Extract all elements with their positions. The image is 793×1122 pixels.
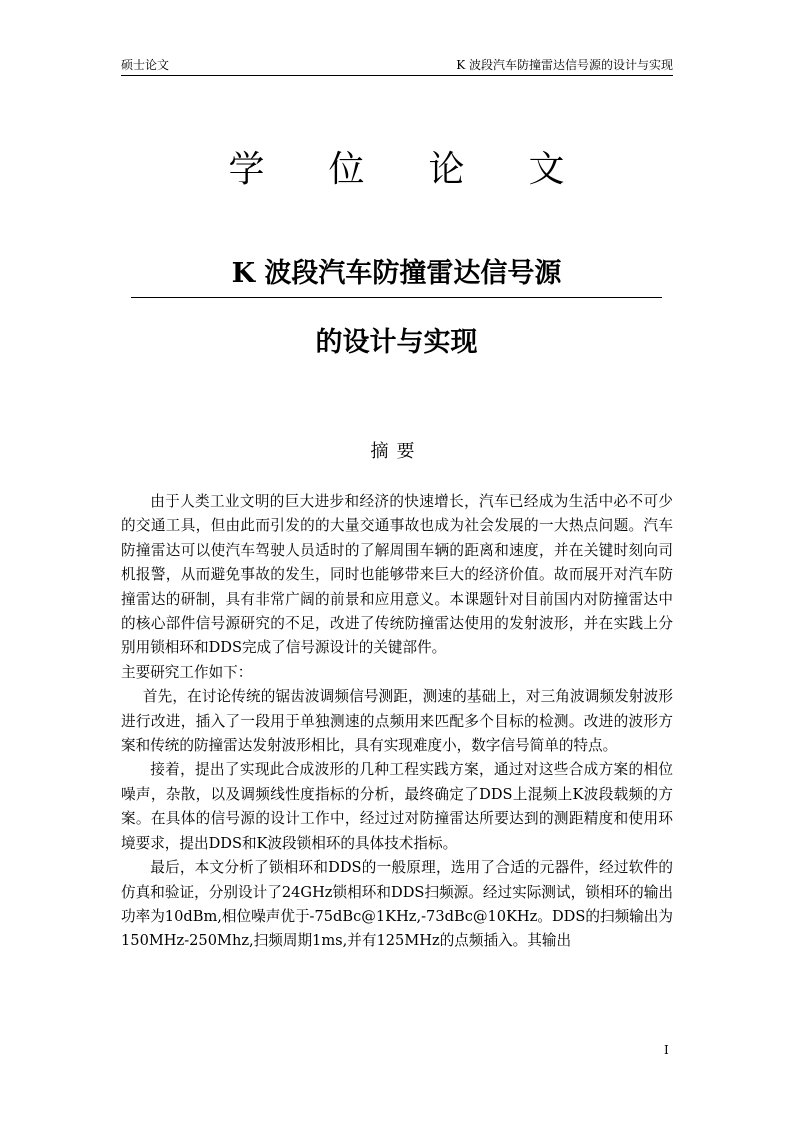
abstract-paragraph: 主要研究工作如下： bbox=[121, 663, 253, 681]
abstract-paragraph: 最后，本文分析了锁相环和DDS的一般原理，选用了合适的元器件，经过软件的仿真和验证，分别设计了24GHz锁相环和DDS扫频源。经过实际测试，锁相环的输出功率为10dBm,相位噪声优于-75dBc@1KHz,-73dBc@10KHz。DDS的扫频输出为150MHz-250Mhz,扫频周期1ms,并有125MHz的点频插入。其输出 bbox=[121, 859, 673, 950]
page-number: I bbox=[664, 1043, 669, 1057]
header-left-text: 硕士论文 bbox=[121, 58, 170, 72]
abstract-heading: 摘要 bbox=[370, 441, 423, 462]
thesis-title-line-1: K 波段汽车防撞雷达信号源 bbox=[231, 258, 562, 289]
header-right-text: K 波段汽车防撞雷达信号源的设计与实现 bbox=[456, 58, 673, 72]
abstract-paragraph: 接着，提出了实现此合成波形的几种工程实践方案，通过对这些合成方案的相位噪声，杂散，以及调频线性度指标的分析，最终确定了DDS上混频上K波段载频的方案。在具体的信号源的设计工作中，经过过对防撞雷达所要达到的测距精度和使用环境要求，提出DDS和K波段锁相环的具体技术指标。 bbox=[121, 761, 673, 852]
thesis-title-line-2: 的设计与实现 bbox=[315, 327, 478, 358]
running-header bbox=[121, 55, 673, 76]
abstract-paragraph: 由于人类工业文明的巨大进步和经济的快速增长，汽车已经成为生活中必不可少的交通工具，但由此而引发的的大量交通事故也成为社会发展的一大热点问题。汽车防撞雷达可以使汽车驾驶人员适时的了解周围车辆的距离和速度，并在关键时刻向司机报警，从而避免事故的发生，同时也能够带来巨大的经济价值。故而展开对汽车防撞雷达的研制，具有非常广阔的前景和应用意义。本课题针对目前国内对防撞雷达中的核心部件信号源研究的不足，改进了传统防撞雷达使用的发射波形，并在实践上分别用锁相环和DDS完成了信号源设计的关键部件。 bbox=[121, 493, 673, 657]
degree-thesis-title: 学位论文 bbox=[228, 149, 629, 190]
abstract-paragraph: 首先，在讨论传统的锯齿波调频信号测距，测速的基础上，对三角波调频发射波形进行改进，插入了一段用于单独测速的点频用来匹配多个目标的检测。改进的波形方案和传统的防撞雷达发射波形相比，具有实现难度小，数字信号简单的特点。 bbox=[121, 688, 673, 755]
title-divider bbox=[131, 297, 662, 298]
abstract-body bbox=[121, 490, 673, 954]
